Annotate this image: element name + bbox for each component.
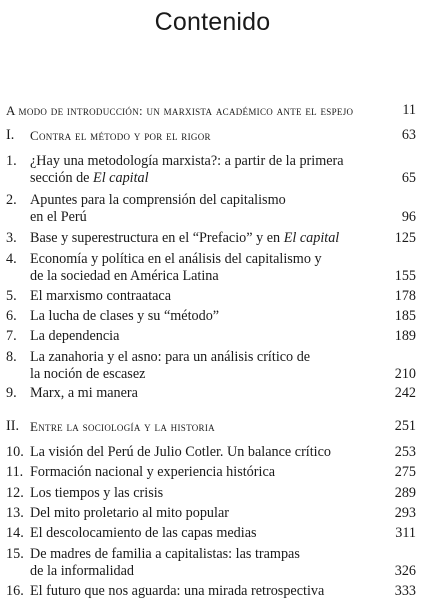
toc-entry-number: 11. [6,464,24,480]
toc-page-number: 11 [402,102,416,118]
toc-entry-title: Formación nacional y experiencia histórica [30,464,276,480]
toc-entry-title: La dependencia [30,328,120,344]
toc-entry-title: La visión del Perú de Julio Cotler. Un balance crítico [30,444,332,460]
toc-entry-title: Apuntes para la comprensión del capitalismo en el Perú [30,192,286,225]
toc-entry-number: 4. [6,251,17,267]
toc-page-number: 65 [401,170,416,186]
toc-page-number: 125 [394,230,416,246]
toc-entry-number: 12. [6,485,24,501]
toc-page-number: 189 [394,328,416,344]
toc-entry-number: 2. [6,192,17,208]
toc-part-number: I. [6,127,15,143]
toc-entry-title: Base y superestructura en el “Prefacio” y en El capital [30,230,340,246]
toc-page-number: 185 [394,308,416,324]
toc-entry-number: 5. [6,288,17,304]
toc-entry-title: Economía y política en el análisis del capitalismo y de la sociedad en América Latina [30,251,322,284]
toc-entry-title: La lucha de clases y su “método” [30,308,220,324]
toc-page-number: 326 [394,563,416,579]
toc-entry-title: El descolocamiento de las capas medias [30,525,257,541]
page-title: Contenido [154,8,271,36]
toc-entry-title: Los tiempos y las crisis [30,485,164,501]
toc-entry-italic-title: El capital [283,230,340,246]
toc-page-number: 275 [394,464,416,480]
toc-entry-title: Del mito proletario al mito popular [30,505,229,521]
toc-entry-title: El futuro que nos aguarda: una mirada retrospectiva [30,583,325,599]
toc-entry-number: 9. [6,385,17,401]
toc-page-number: 178 [394,288,416,304]
toc-entry-number: 3. [6,230,17,246]
toc-page-number: 293 [394,505,416,521]
toc-entry-number: 14. [6,525,24,541]
toc-entry-number: 8. [6,349,17,365]
toc-page-number: 253 [394,444,416,460]
toc-entry-title: La zanahoria y el asno: para un análisis crítico de la noción de escasez [30,349,311,382]
toc-intro-title: A modo de introducción: un marxista académico ante el espejo [6,103,354,118]
toc-entry-title: El marxismo contraataca [30,288,172,304]
toc-part-title: Entre la sociología y la historia [30,419,215,434]
toc-entry-number: 6. [6,308,17,324]
toc-entry-number: 16. [6,583,24,599]
toc-page-number: 96 [401,209,416,225]
toc-page-number: 155 [394,268,416,284]
toc-part-title: Contra el método y por el rigor [30,128,211,143]
toc-page-number: 242 [394,385,416,401]
toc-entry-number: 13. [6,505,24,521]
toc-entry-title: ¿Hay una metodología marxista?: a partir de la primera sección de El capital [30,153,344,186]
toc-entry-number: 10. [6,444,24,460]
toc-page-number: 251 [394,418,416,434]
toc-part-number: II. [6,418,19,434]
toc-entry-italic-title: El capital [93,170,149,186]
toc-page-number: 289 [394,485,416,501]
toc-entry-title: De madres de familia a capitalistas: las trampas de la informalidad [30,546,300,579]
toc-page-number: 311 [395,525,416,541]
toc-page-number: 63 [401,127,416,143]
toc-page-number: 333 [394,583,416,599]
toc-entry-number: 7. [6,328,17,344]
toc-page-number: 210 [394,366,416,382]
toc-entry-title: Marx, a mi manera [30,385,138,401]
toc-entry-number: 15. [6,546,24,562]
toc-entry-number: 1. [6,153,17,169]
